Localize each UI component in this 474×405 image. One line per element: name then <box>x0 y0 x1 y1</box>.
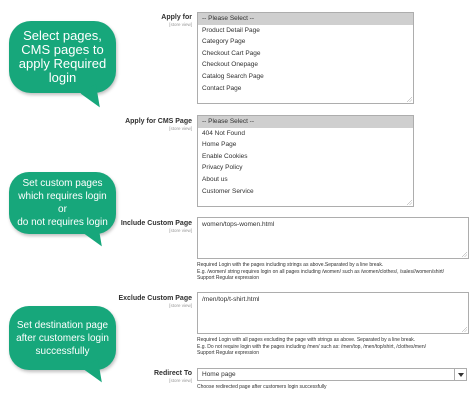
note-line: E.g. Do not require login with the pages including /men/ such as: /men/top, /men/top/shirt, /clothes/men/ <box>197 343 427 350</box>
resize-handle-icon[interactable] <box>462 327 467 332</box>
include-custom-textarea[interactable] <box>197 217 469 259</box>
apply-for-multiselect[interactable] <box>197 12 414 104</box>
resize-handle-icon[interactable] <box>407 97 412 102</box>
redirect-to-label-text: Redirect To <box>154 370 192 377</box>
include-custom-value: women/tops-women.html <box>202 221 275 228</box>
note-line: Choose redirected page after customers login successfully <box>197 384 327 390</box>
option-catalog-search[interactable]: Catalog Search Page <box>202 72 264 80</box>
apply-for-label-text: Apply for <box>161 14 192 21</box>
note-line: Required Login with all pages excluding the page with strings as above. Separated by a line break. <box>197 337 416 343</box>
callout-text: Select pages, CMS pages to apply Required login <box>18 28 107 85</box>
exclude-custom-label <box>118 295 192 308</box>
option-product-detail[interactable]: Product Detail Page <box>202 26 260 34</box>
redirect-to-note <box>197 384 469 391</box>
note-line: Support Regular expression <box>197 275 259 281</box>
option-checkout-cart[interactable]: Checkout Cart Page <box>202 49 261 57</box>
option-home-page[interactable]: Home Page <box>202 141 237 149</box>
apply-for-label <box>161 14 192 27</box>
option-customer-service[interactable]: Customer Service <box>202 187 254 195</box>
option-privacy-policy[interactable]: Privacy Policy <box>202 164 243 172</box>
scope-label: [store view] <box>169 303 192 308</box>
apply-cms-label <box>125 118 192 131</box>
exclude-custom-value: /men/top/t-shirt.html <box>202 296 260 303</box>
option-404[interactable]: 404 Not Found <box>202 129 246 137</box>
note-line: E.g. /women/ string requires login on all pages including /women/ such as /women/clothes/, /sales//women/shirt/ <box>197 268 445 275</box>
option-enable-cookies[interactable]: Enable Cookies <box>202 152 248 160</box>
option-checkout-onepage[interactable]: Checkout Onepage <box>202 61 259 69</box>
callout-tail <box>83 359 110 387</box>
callout-tail <box>81 84 108 112</box>
redirect-to-select[interactable] <box>197 368 467 381</box>
exclude-custom-note <box>197 337 469 357</box>
redirect-to-label <box>154 370 192 383</box>
resize-handle-icon[interactable] <box>407 200 412 205</box>
scope-label: [store view] <box>169 228 192 233</box>
include-custom-label-text: Include Custom Page <box>120 220 192 227</box>
callout-text: Set destination page after customers login successfully <box>16 319 109 357</box>
apply-cms-multiselect[interactable] <box>197 115 414 207</box>
callout-text: Set custom pages which requires login or do not requires login <box>17 178 108 228</box>
callout-select-pages <box>9 21 116 93</box>
resize-handle-icon[interactable] <box>462 252 467 257</box>
exclude-custom-textarea[interactable] <box>197 292 469 334</box>
exclude-custom-label-text: Exclude Custom Page <box>118 295 192 302</box>
callout-destination-page <box>9 306 116 370</box>
option-about-us[interactable]: About us <box>202 175 228 183</box>
scope-label: [store view] <box>169 22 192 27</box>
option-please-select[interactable]: -- Please Select -- <box>198 116 413 128</box>
include-custom-label <box>121 220 192 233</box>
option-please-select[interactable]: -- Please Select -- <box>198 13 413 25</box>
apply-cms-label-text: Apply for CMS Page <box>125 118 192 125</box>
option-contact[interactable]: Contact Page <box>202 84 242 92</box>
note-line: Support Regular expression <box>197 350 259 356</box>
redirect-to-value: Home page <box>202 371 236 378</box>
include-custom-note <box>197 262 469 282</box>
callout-custom-pages <box>9 172 116 234</box>
note-line: Required Login with the pages including strings as above.Separated by a line break. <box>197 262 384 268</box>
scope-label: [store view] <box>169 126 192 131</box>
scope-label: [store view] <box>169 378 192 383</box>
option-category[interactable]: Category Page <box>202 38 246 46</box>
chevron-down-icon[interactable] <box>454 369 466 380</box>
